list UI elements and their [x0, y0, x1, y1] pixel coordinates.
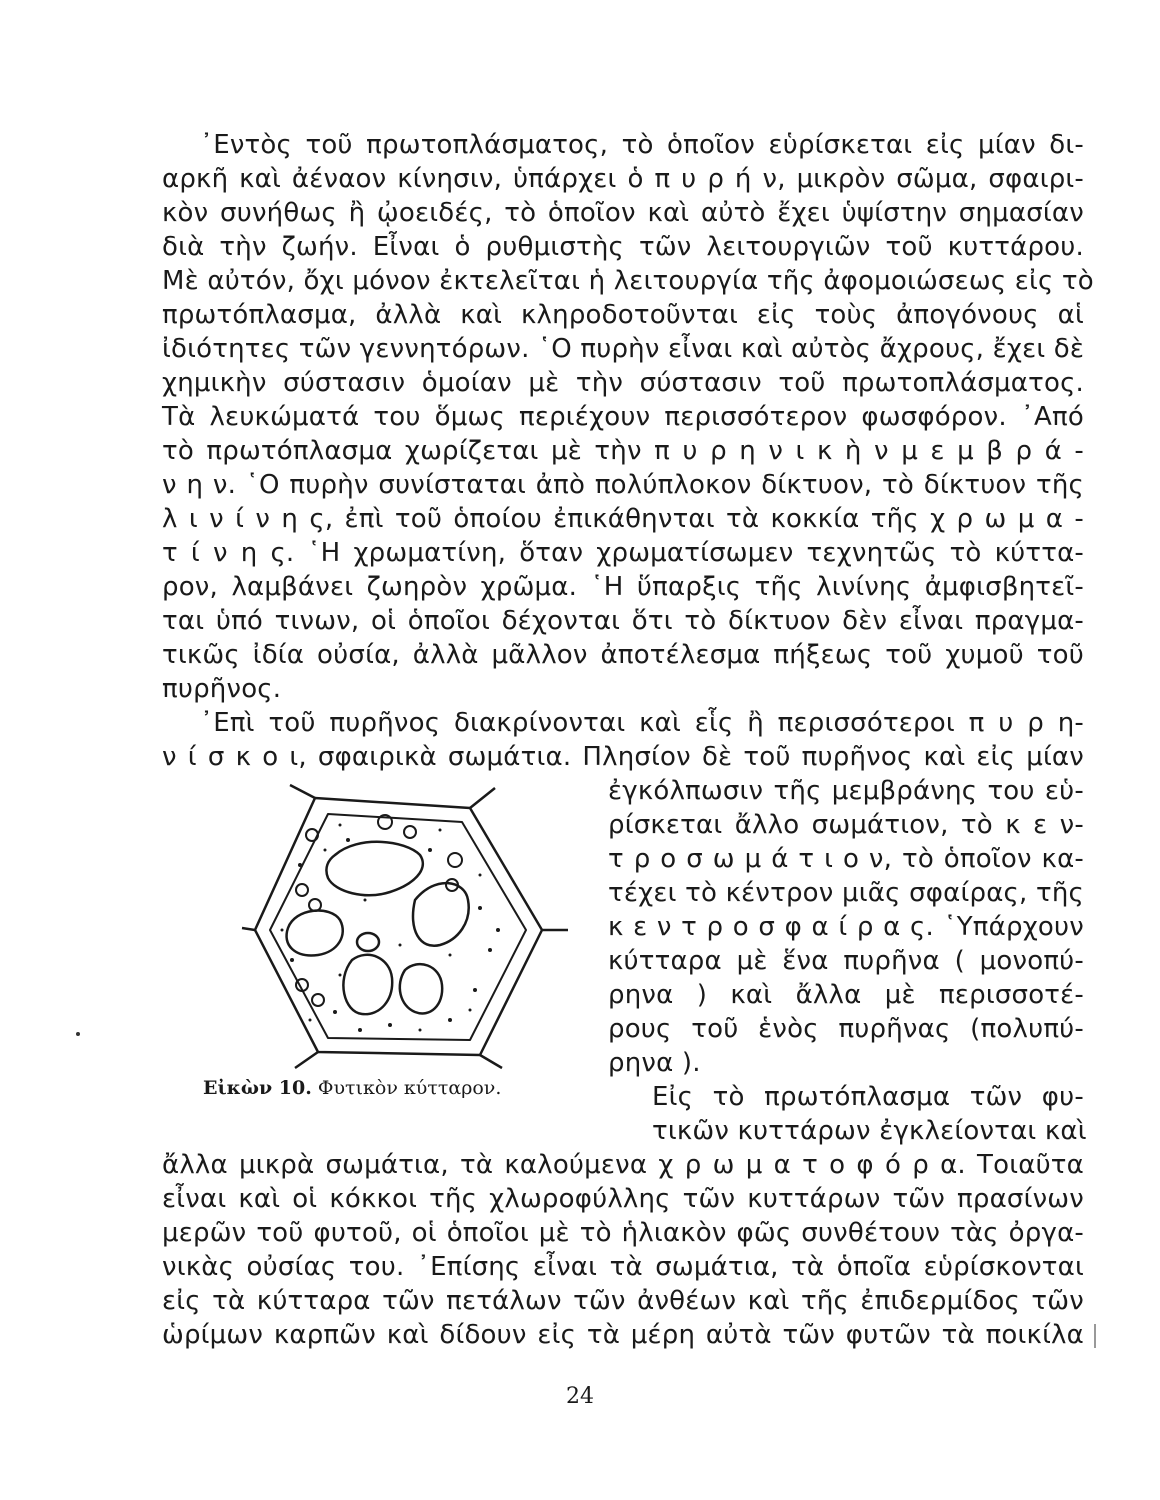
text-line: κ ε ν τ ρ ο σ φ α ί ρ α ς. ῾Υπάρχουν [608, 912, 1084, 942]
text-line: πρωτόπλασμα, ἀλλὰ καὶ κληροδοτοῦνται εἰς τοὺς ἀπογόνους αἱ [162, 300, 1084, 330]
text-line: ρίσκεται ἄλλο σωμάτιον, τὸ κ ε ν- [608, 810, 1084, 840]
text-line: τικῶν κυττάρων ἐγκλείονται καὶ [652, 1116, 1087, 1146]
text-line: τ ί ν η ς. ῾Η χρωματίνη, ὅταν χρωματίσωμεν τεχνητῶς τὸ κύττα- [162, 538, 1084, 568]
text-line: ᾿Εντὸς τοῦ πρωτοπλάσματος, τὸ ὁποῖον εὑρίσκεται εἰς μίαν δι- [200, 130, 1084, 160]
figure-caption-text: Φυτικὸν κύτταρον. [317, 1077, 502, 1099]
text-line: ρηνα ) καὶ ἄλλα μὲ περισσοτέ- [608, 980, 1084, 1010]
text-line: Εἰς τὸ πρωτόπλασμα τῶν φυ- [652, 1082, 1084, 1112]
text-line: αρκῆ καὶ ἀέναον κίνησιν, ὑπάρχει ὁ π υ ρ ή ν, μικρὸν σῶμα, σφαιρι- [162, 164, 1084, 194]
text-line: ἄλλα μικρὰ σωμάτια, τὰ καλούμενα χ ρ ω μ α τ ο φ ό ρ α. Τοιαῦτα [162, 1150, 1084, 1180]
text-line: τ ρ ο σ ω μ ά τ ι ο ν, τὸ ὁποῖον κα- [608, 844, 1084, 874]
margin-mark [76, 1032, 80, 1036]
text-line: λ ι ν ί ν η ς, ἐπὶ τοῦ ὁποίου ἐπικάθηνται τὰ κοκκία τῆς χ ρ ω μ α - [162, 504, 1084, 534]
text-line: ρον, λαμβάνει ζωηρὸν χρῶμα. ῾Η ὕπαρξις τῆς λινίνης ἀμφισβητεῖ- [162, 572, 1084, 602]
cytoplasm-granules [281, 815, 501, 1032]
vacuole [326, 842, 422, 895]
text-line: διὰ τὴν ζωήν. Εἶναι ὁ ρυθμιστὴς τῶν λειτουργιῶν τοῦ κυττάρου. [162, 232, 1084, 262]
figure-caption [203, 1074, 501, 1102]
text-line: πυρῆνος. [162, 674, 282, 704]
text-line: κὸν συνήθως ἢ ᾠοειδές, τὸ ὁποῖον καὶ αὐτὸ ἔχει ὑψίστην σημασίαν [162, 198, 1084, 228]
text-line: ἐγκόλπωσιν τῆς μεμβράνης του εὑ- [608, 776, 1084, 806]
vacuole [343, 955, 392, 1014]
cell-membrane [270, 814, 526, 1040]
nucleus [357, 933, 379, 951]
text-line: μερῶν τοῦ φυτοῦ, οἱ ὁποῖοι μὲ τὸ ἡλιακὸν φῶς συνθέτουν τὰς ὀργα- [162, 1218, 1084, 1248]
text-line: τέχει τὸ κέντρον μιᾶς σφαίρας, τῆς [608, 878, 1084, 908]
text-line: νικὰς οὐσίας του. ᾿Επίσης εἶναι τὰ σωμάτια, τὰ ὁποῖα εὑρίσκονται [162, 1252, 1084, 1282]
plant-cell-figure [240, 780, 570, 1070]
text-line: εἶναι καὶ οἱ κόκκοι τῆς χλωροφύλλης τῶν κυττάρων τῶν πρασίνων [162, 1184, 1084, 1214]
text-line: Τὰ λευκώματά του ὅμως περιέχουν περισσότερον φωσφόρον. ᾿Από [162, 402, 1084, 432]
text-line: κύτταρα μὲ ἕνα πυρῆνα ( μονοπύ- [608, 946, 1084, 976]
text-line: ν η ν. ῾Ο πυρὴν συνίσταται ἀπὸ πολύπλοκον δίκτυον, τὸ δίκτυον τῆς [162, 470, 1084, 500]
vacuole [413, 883, 469, 946]
text-line: ᾿Επὶ τοῦ πυρῆνος διακρίνονται καὶ εἷς ἢ περισσότεροι π υ ρ η- [200, 708, 1084, 738]
figure-caption-number: Εἰκὼν 10. [203, 1077, 312, 1099]
vacuole [400, 964, 442, 1013]
margin-bar [1094, 1324, 1096, 1348]
page-number: 24 [566, 1384, 594, 1409]
text-line: ται ὑπό τινων, οἱ ὁποῖοι δέχονται ὅτι τὸ δίκτυον δὲν εἶναι πραγμα- [162, 606, 1084, 636]
cell-wall-outer [255, 798, 542, 1055]
text-line: τὸ πρωτόπλασμα χωρίζεται μὲ τὴν π υ ρ η ν ι κ ὴ ν μ ε μ β ρ ά - [162, 436, 1084, 466]
text-line: ρηνα ). [608, 1048, 701, 1078]
text-line: ἰδιότητες τῶν γεννητόρων. ῾Ο πυρὴν εἶναι καὶ αὐτὸς ἄχρους, ἔχει δὲ [162, 334, 1085, 364]
text-line: ν ί σ κ ο ι, σφαιρικὰ σωμάτια. Πλησίον δὲ τοῦ πυρῆνος καὶ εἰς μίαν [162, 742, 1084, 772]
text-line: ὡρίμων καρπῶν καὶ δίδουν εἰς τὰ μέρη αὐτὰ τῶν φυτῶν τὰ ποικίλα [162, 1320, 1084, 1350]
text-line: ρους τοῦ ἑνὸς πυρῆνας (πολυπύ- [608, 1014, 1084, 1044]
vacuole [287, 911, 343, 956]
text-line: εἰς τὰ κύτταρα τῶν πετάλων τῶν ἀνθέων καὶ τῆς ἐπιδερμίδος τῶν [162, 1286, 1084, 1316]
text-line: τικῶς ἰδία οὐσία, ἀλλὰ μᾶλλον ἀποτέλεσμα πήξεως τοῦ χυμοῦ τοῦ [162, 640, 1084, 670]
text-line: Μὲ αὐτόν, ὄχι μόνον ἐκτελεῖται ἡ λειτουργία τῆς ἀφομοιώσεως εἰς τὸ [162, 266, 1094, 296]
text-line: χημικὴν σύστασιν ὁμοίαν μὲ τὴν σύστασιν τοῦ πρωτοπλάσματος. [162, 368, 1084, 398]
